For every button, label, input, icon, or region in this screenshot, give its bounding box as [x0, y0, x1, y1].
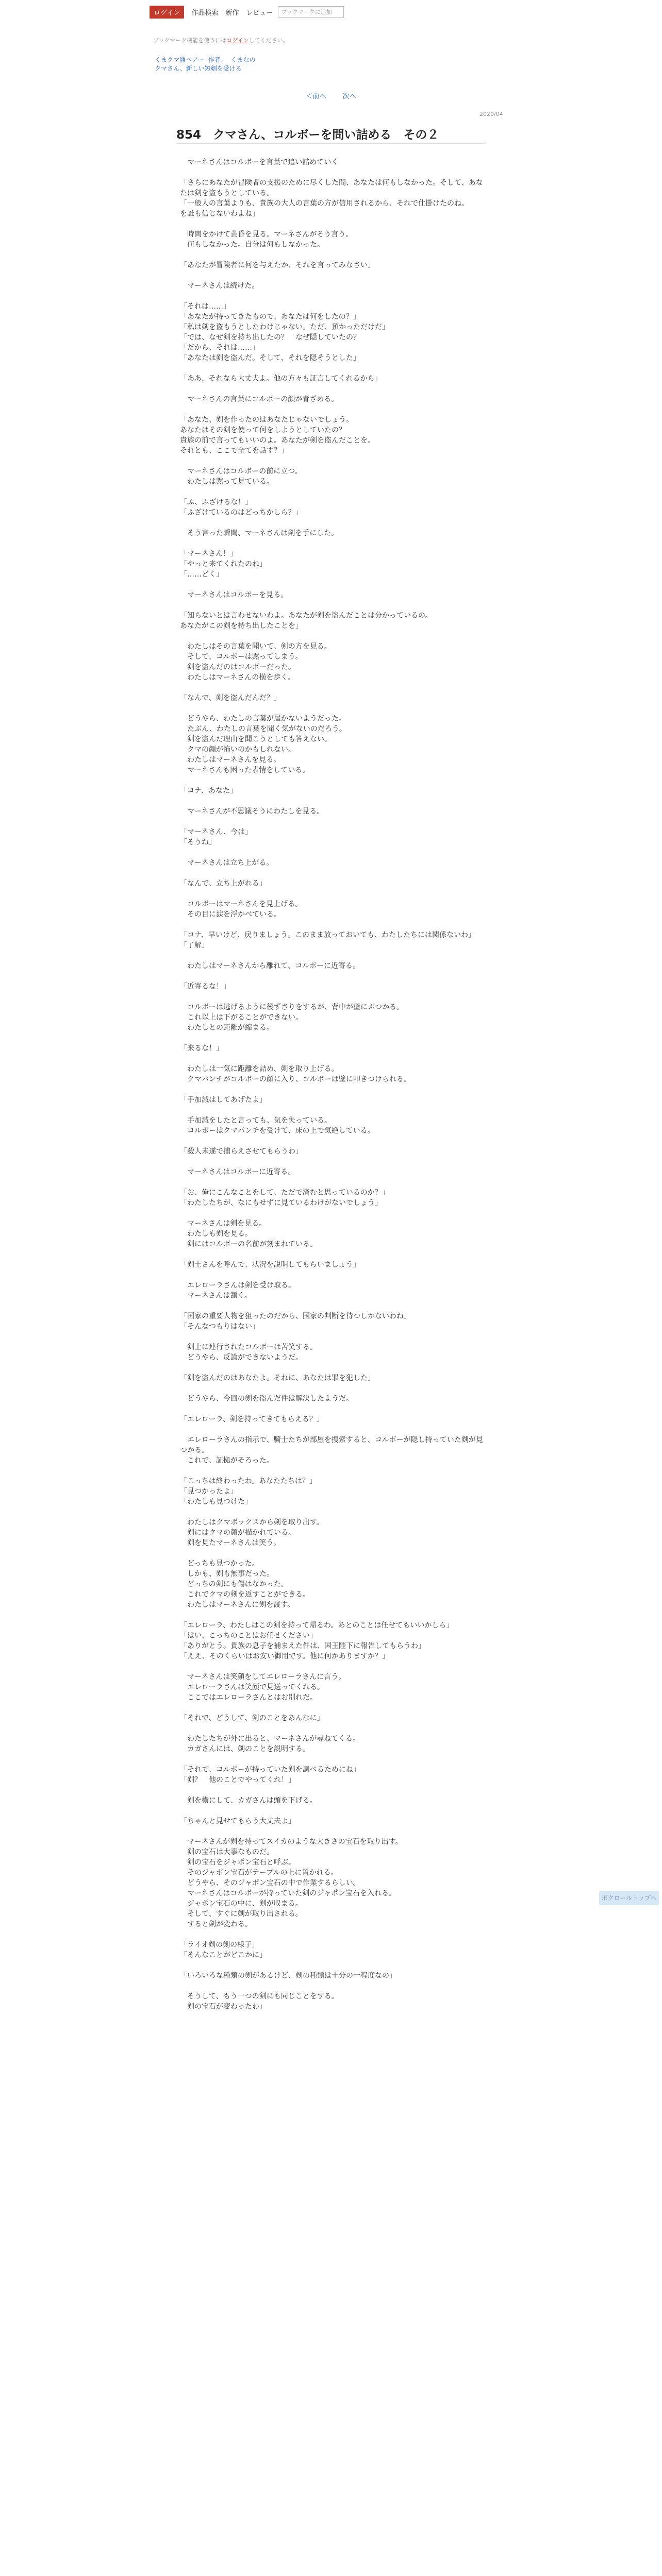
- story-line: 剣にはクマの顔が描かれている。: [180, 1529, 295, 1537]
- story-line: エレローラさんの指示で、騎士たちが部屋を捜索すると、コルボーが隠し持っていた剣が見つかる。: [180, 1436, 483, 1454]
- story-line: ジャポン宝石の中に、剣が収まる。: [180, 1900, 303, 1908]
- story-line: 「わたしも見つけた」: [180, 1498, 252, 1506]
- bookmark-note-pre: ブックマーク機能を使うには: [153, 37, 227, 44]
- story-line: 「それは……」: [180, 302, 230, 311]
- story-paragraph: [180, 1115, 489, 1136]
- story-line: その目に涙を浮かべている。: [180, 910, 281, 919]
- story-line: あなたはその剣を使って何をしようとしていたの？: [180, 426, 346, 434]
- story-paragraph: [180, 1373, 489, 1383]
- story-line: 「……どく」: [180, 570, 223, 579]
- story-line: 「了解」: [180, 941, 209, 950]
- story-line: 「それで、どうして、剣のことをあんなに」: [180, 1714, 324, 1722]
- story-line: 「お、俺にこんなことをして、ただで済むと思っているのか？」: [180, 1189, 389, 1197]
- story-paragraph: [180, 1311, 489, 1332]
- story-paragraph: [180, 1713, 489, 1723]
- story-line: 「あなたが持ってきたもので、あなたは何をしたの？」: [180, 313, 360, 321]
- story-paragraph: [180, 157, 489, 167]
- story-line: カガさんには、剣のことを説明する。: [180, 1745, 310, 1753]
- story-line: 「マーネさん！」: [180, 550, 238, 558]
- story-paragraph: [180, 1188, 489, 1208]
- story-line: 「あなた、剣を作ったのはあなたじゃないでしょう。: [180, 416, 353, 424]
- story-paragraph: [180, 1734, 489, 1754]
- story-line: 「ああ、それなら大丈夫よ。他の方々も証言してくれるから」: [180, 375, 382, 383]
- story-paragraph: [180, 1146, 489, 1157]
- story-line: マーネさんも困った表情をしている。: [180, 766, 310, 774]
- story-line: どっちの剣にも傷はなかった。: [180, 1580, 288, 1588]
- story-line: 「そうね」: [180, 838, 216, 846]
- page-title: 854 クマさん、コルボーを問い詰める その２: [176, 128, 439, 142]
- story-line: 「一般人の言葉よりも、貴族の大人の言葉の方が信用されるから、それで仕掛けたのね。: [180, 199, 469, 208]
- story-line: わたしはマーネさんの横を歩く。: [180, 673, 295, 682]
- story-paragraph: [180, 1043, 489, 1054]
- story-paragraph: [180, 611, 489, 631]
- story-line: 剣の宝石は大事なものだ。: [180, 1848, 274, 1856]
- story-line: そうして、もう一つの剣にも同じことをする。: [180, 1992, 339, 2001]
- bookmark-search-input[interactable]: [278, 6, 344, 18]
- story-line: マーネさんはコルボーに近寄る。: [180, 1168, 295, 1176]
- story-line: 「ええ、そのくらいはお安い御用です。他に何かありますか？」: [180, 1652, 389, 1660]
- story-line: クマパンチがコルボーの顔に入り、コルボーは壁に叩きつけられる。: [180, 1075, 411, 1083]
- story-line: そして、コルボーは黙ってしまう。: [180, 653, 303, 661]
- story-paragraph: [180, 229, 489, 250]
- story-line: 「マーネさん、今は」: [180, 828, 253, 836]
- story-paragraph: [180, 394, 489, 404]
- story-line: しかも、剣も無事だった。: [180, 1570, 274, 1578]
- story-line: 剣の宝石をジャポン宝石と呼ぶ。: [180, 1858, 295, 1867]
- story-paragraph: [180, 1672, 489, 1703]
- title-divider: [176, 143, 486, 144]
- story-paragraph: [180, 178, 489, 219]
- story-line: これでクマの剣を返すことができる。: [180, 1590, 310, 1599]
- story-line: 「剣？ 他のことでやってくれ！」: [180, 1776, 295, 1784]
- story-line: 「いろいろな種類の剣があるけど、剣の種類は十分の一程度なの」: [180, 1972, 396, 1980]
- story-line: そう言った瞬間、マーネさんは剣を手にした。: [180, 529, 339, 537]
- story-paragraph: [180, 806, 489, 817]
- story-line: 「ライオ剣の剣の様子」: [180, 1941, 259, 1949]
- story-line: 「では、なぜ剣を持ち出したの？ なぜ隠していたの？: [180, 333, 360, 342]
- story-line: わたしたちが外に出ると、マーネさんが尋ねてくる。: [180, 1735, 360, 1743]
- story-line: たぶん、わたしの言葉を聞く気がないのだろう。: [180, 725, 346, 733]
- top-nav: [150, 6, 344, 18]
- pager-top: [0, 91, 662, 100]
- story-line: 「殺人未遂で捕らえさせてもらうわ」: [180, 1147, 303, 1156]
- story-line: マーネさんは笑顔をしてエレローラさんに言う。: [180, 1673, 346, 1681]
- story-line: 「コナ、あなた」: [180, 787, 238, 795]
- story-line: 「なんで、立ち上がれる」: [180, 879, 267, 888]
- story-line: 「近寄るな！」: [180, 982, 230, 991]
- story-line: 剣を盗んだ理由を聞こうとしても答えない。: [180, 735, 332, 743]
- story-line: 「こっちは終わったわ。あなたたちは？」: [180, 1477, 317, 1485]
- story-line: わたしは一気に距離を詰め、剣を取り上げる。: [180, 1065, 339, 1073]
- story-paragraph: [180, 1435, 489, 1466]
- story-line: 「ありがとう。貴族の息子を捕まえた件は、国王陛下に報告してもらうわ」: [180, 1642, 425, 1650]
- story-line: 「そんなつもりはない」: [180, 1323, 259, 1331]
- story-paragraph: [180, 1002, 489, 1033]
- story-line: わたしはその言葉を聞いて、剣の方を見る。: [180, 642, 332, 651]
- story-line: 剣士に連行されたコルボーは苦笑する。: [180, 1343, 317, 1351]
- story-line: これで、証拠がそろった。: [180, 1456, 274, 1465]
- story-line: エレローラさんは剣を受け取る。: [180, 1281, 295, 1290]
- story-line: マーネさんは続けた。: [180, 282, 259, 290]
- story-line: 「知らないとは言わせないわよ。あなたが剣を盗んだことは分かっているの。: [180, 612, 433, 620]
- story-line: 剣を横にして、カガさんは頭を下げる。: [180, 1797, 317, 1805]
- story-line: エレローラさんは笑顔で見送ってくれる。: [180, 1683, 324, 1691]
- story-line: 「それで、コルボーが持っていた剣を調べるためにね」: [180, 1766, 360, 1774]
- story-line: どうやら、そのジャポン宝石の中で作業するらしい。: [180, 1879, 360, 1887]
- story-line: あなたがこの剣を持ち出したことを」: [180, 622, 303, 630]
- story-paragraph: [180, 1476, 489, 1507]
- story-paragraph: [180, 1620, 489, 1662]
- story-paragraph: [180, 497, 489, 518]
- story-line: マーネさんは立ち上がる。: [180, 859, 274, 867]
- story-line: 剣を見たマーネさんは笑う。: [180, 1539, 281, 1547]
- story-paragraph: [180, 528, 489, 538]
- story-line: 「やっと来てくれたのね」: [180, 560, 267, 568]
- bookmark-note-post: してください。: [249, 37, 289, 44]
- story-line: 「来るな！」: [180, 1044, 223, 1053]
- story-line: どっちも見つかった。: [180, 1560, 259, 1568]
- story-line: 「あなたは剣を盗んだ。そして、それを隠そうとした」: [180, 354, 360, 362]
- story-line: コルボーはクマパンチを受けて、床の上で気絶している。: [180, 1127, 375, 1135]
- story-line: 剣を盗んだのはコルボーだった。: [180, 663, 295, 671]
- story-line: 「ちゃんと見せてもらう大丈夫よ」: [180, 1817, 295, 1825]
- story-paragraph: [180, 961, 489, 971]
- chapter-subtitle[interactable]: クマさん、新しい短剣を受ける: [155, 65, 242, 72]
- story-line: 「剣士さんを呼んで、状況を説明してもらいましょう」: [180, 1261, 360, 1269]
- story-line: 「エレローラ、わたしはこの剣を持って帰るわ。あとのことは任せてもいいかしら」: [180, 1621, 454, 1630]
- story-paragraph: [180, 1095, 489, 1105]
- bookmark-login-link[interactable]: ログイン: [226, 37, 249, 44]
- post-date: 2020/04: [479, 111, 503, 117]
- story-paragraph: [180, 1064, 489, 1084]
- story-paragraph: [180, 1765, 489, 1785]
- story-line: わたしは黙って見ている。: [180, 478, 274, 486]
- story-paragraph: [180, 1342, 489, 1363]
- story-paragraph: [180, 1795, 489, 1806]
- story-line: それとも、ここで全てを話す？」: [180, 447, 288, 455]
- story-paragraph: [180, 1218, 489, 1249]
- story-paragraph: [180, 415, 489, 456]
- story-paragraph: [180, 1971, 489, 1981]
- story-line: どうやら、反論ができないようだ。: [180, 1353, 303, 1362]
- story-line: わたしとの距離が縮まる。: [180, 1024, 274, 1032]
- story-line: コルボーはマーネさんを見上げる。: [180, 900, 303, 908]
- story-paragraph: [180, 930, 489, 951]
- story-paragraph: [180, 281, 489, 291]
- story-line: ここではエレローラさんとはお別れだ。: [180, 1693, 317, 1702]
- login-button[interactable]: ログイン: [150, 6, 184, 19]
- story-line: 「国家の重要人物を狙ったのだから、国家の判断を待つしかないわね」: [180, 1312, 411, 1320]
- scroll-top-button[interactable]: ボクロールトップへ: [599, 1891, 659, 1905]
- story-line: マーネさんはコルボーを見る。: [180, 591, 288, 599]
- nav-item-new[interactable]: 新作: [225, 9, 239, 17]
- story-line: 「私は剣を盗もうとしたわけじゃない。ただ、預かっただけだ」: [180, 323, 389, 331]
- story-line: マーネさんは頷く。: [180, 1292, 252, 1300]
- story-line: 何もしなかった。自分は何もしなかった。: [180, 241, 324, 249]
- story-paragraph: [180, 878, 489, 889]
- story-line: 「ふ、ふざけるな！」: [180, 498, 253, 506]
- story-paragraph: [180, 1260, 489, 1270]
- story-paragraph: [180, 301, 489, 363]
- author-link[interactable]: くまなの: [230, 56, 256, 63]
- story-paragraph: [180, 1167, 489, 1177]
- story-paragraph: [180, 1394, 489, 1404]
- story-line: 時間をかけて黄昏を見る。マーネさんがそう言う。: [180, 230, 353, 239]
- story-paragraph: [180, 1280, 489, 1301]
- story-line: マーネさんは剣を見る。: [180, 1219, 267, 1228]
- story-line: マーネさんはコルボーが持っていた剣のジャポン宝石を入れる。: [180, 1889, 396, 1897]
- story-line: 剣の宝石が変わったわ」: [180, 2003, 267, 2011]
- story-line: マーネさんはコルボーを言葉で追い詰めていく: [180, 158, 339, 166]
- story-paragraph: [180, 714, 489, 775]
- story-line: わたしも剣を見る。: [180, 1230, 252, 1238]
- story-paragraph: [180, 1837, 489, 1929]
- story-paragraph: [180, 549, 489, 580]
- story-paragraph: [180, 641, 489, 683]
- story-paragraph: [180, 260, 489, 270]
- story-line: 「見つかったよ」: [180, 1487, 238, 1496]
- story-line: マーネさんの言葉にコルボーの顔が青ざめる。: [180, 395, 339, 403]
- story-paragraph: [180, 1414, 489, 1425]
- story-line: を誰も信じないわよね」: [180, 210, 259, 218]
- story-line: わたしはマーネさんを見る。: [180, 756, 281, 764]
- author-label: 作者：: [208, 56, 227, 63]
- story-paragraph: [180, 466, 489, 487]
- story-line: マーネさんが不思議そうにわたしを見る。: [180, 807, 324, 816]
- story-line: すると剣が変わる。: [180, 1920, 252, 1928]
- story-paragraph: [180, 786, 489, 796]
- story-line: わたしはマーネさんに剣を渡す。: [180, 1601, 295, 1609]
- story-line: 「そんなことがどこかに」: [180, 1951, 267, 1959]
- story-line: わたしはマーネさんから離れて、コルボーに近寄る。: [180, 962, 360, 970]
- story-paragraph: [180, 858, 489, 868]
- story-line: これ以上は下がることができない。: [180, 1013, 303, 1022]
- series-meta: [155, 55, 260, 64]
- nav-item-review[interactable]: レビュー: [246, 9, 273, 17]
- story-line: 「わたしたちが、なにもせずに見ているわけがないでしょう」: [180, 1199, 382, 1207]
- story-line: 「さらにあなたが冒険者の支援のために尽くした間、あなたは何もしなかった。そして、あなたは剣を盗もうとしている。: [180, 179, 483, 197]
- next-link[interactable]: 次へ: [342, 93, 356, 100]
- story-line: マーネさんが剣を持ってスイカのような大きさの宝石を取り出す。: [180, 1838, 403, 1846]
- story-line: 「ふざけているのはどっちかしら？」: [180, 509, 303, 517]
- story-line: クマの顔が怖いのかもしれない。: [180, 745, 295, 754]
- series-link[interactable]: くまクマ熊ベアー: [155, 56, 204, 63]
- story-line: わたしはクマボックスから剣を取り出す。: [180, 1518, 324, 1527]
- story-line: 「エレローラ、剣を持ってきてもらえる？」: [180, 1415, 324, 1423]
- story-line: マーネさんはコルボーの前に立つ。: [180, 467, 302, 476]
- story-line: 「剣を盗んだのはあなたよ。それに、あなたは罪を犯した」: [180, 1374, 375, 1382]
- story-line: 「はい、こっちのことはお任せください」: [180, 1632, 317, 1640]
- story-line: 「手加減はしてあげたよ」: [180, 1096, 267, 1104]
- story-line: 「あなたが冒険者に何を与えたか、それを言ってみなさい」: [180, 261, 375, 269]
- story-paragraph: [180, 981, 489, 992]
- story-paragraph: [180, 1517, 489, 1548]
- story-line: そのジャポン宝石がテーブルの上に置かれる。: [180, 1869, 338, 1877]
- story-paragraph: [180, 1558, 489, 1610]
- story-paragraph: [180, 899, 489, 920]
- story-line: 手加減をしたと言っても、気を失っている。: [180, 1116, 332, 1125]
- bookmark-note: [153, 36, 289, 44]
- story-line: 剣にはコルボーの名前が刻まれている。: [180, 1240, 317, 1248]
- story-paragraph: [180, 827, 489, 848]
- story-line: どうやら、わたしの言葉が届かないようだった。: [180, 715, 346, 723]
- story-paragraph: [180, 1816, 489, 1826]
- story-line: 貴族の前で言ってもいいのよ。あなたが剣を盗んだことを。: [180, 436, 375, 445]
- story-line: 「だから、それは……」: [180, 344, 259, 352]
- top-bar: [0, 0, 662, 23]
- story-body: [180, 157, 489, 2022]
- story-line: 「なんで、剣を盗んだんだ？」: [180, 694, 281, 702]
- nav-item-search[interactable]: 作品検索: [191, 9, 219, 17]
- story-line: どうやら、今回の剣を盗んだ件は解決したようだ。: [180, 1395, 353, 1403]
- story-paragraph: [180, 590, 489, 600]
- story-paragraph: [180, 1940, 489, 1960]
- story-line: 「コナ、早いけど、戻りましょう。このまま放っておいても、わたしたちには関係ないわ」: [180, 931, 476, 939]
- story-line: そして、すぐに剣が取り出される。: [180, 1910, 303, 1918]
- story-line: コルボーは逃げるように後ずさりをするが、背中が壁にぶつかる。: [180, 1003, 404, 1011]
- story-paragraph: [180, 374, 489, 384]
- prev-link[interactable]: ＜前へ: [306, 93, 326, 100]
- story-paragraph: [180, 693, 489, 703]
- story-paragraph: [180, 1991, 489, 2012]
